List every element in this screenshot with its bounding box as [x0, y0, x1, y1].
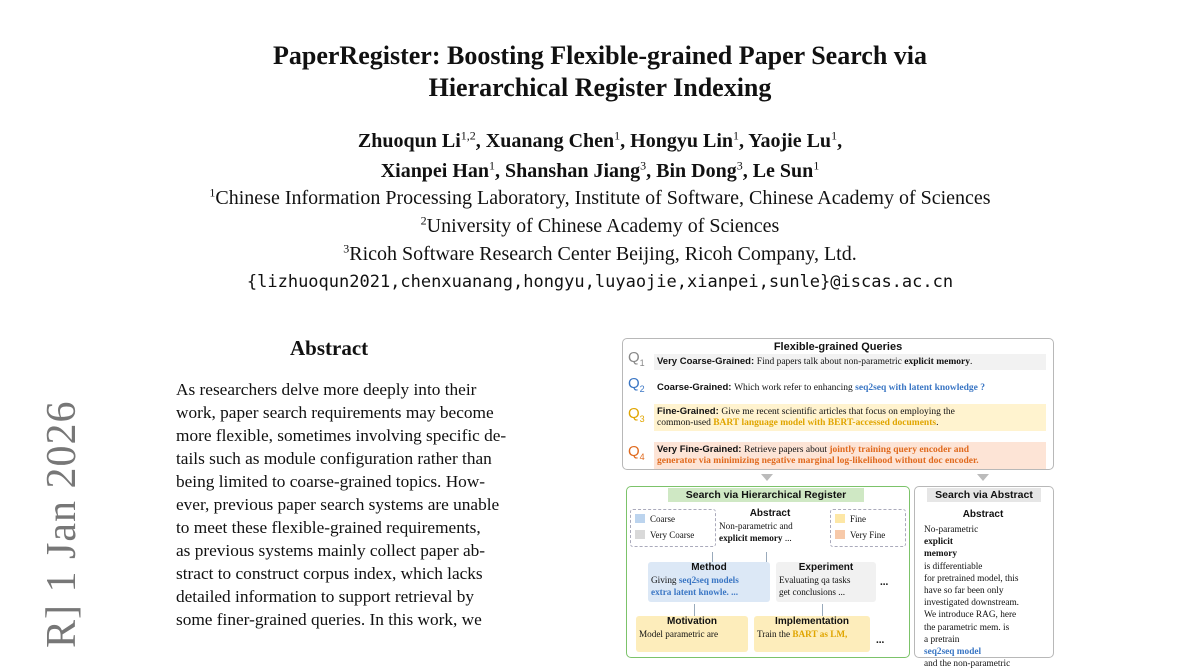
query-line — [657, 418, 1043, 429]
abstract-heading: Abstract — [290, 336, 369, 360]
author-name: Xuanang Chen — [485, 130, 615, 152]
arxiv-stamp: R] 1 Jan 2026 — [39, 400, 85, 648]
legend-swatch — [635, 530, 645, 539]
node-method — [648, 562, 770, 602]
node-title: Abstract — [749, 508, 791, 519]
query-line — [657, 406, 1043, 418]
title-line-2: Hierarchical Register Indexing — [428, 73, 772, 102]
author-separator: , — [739, 130, 749, 152]
abstract-line: work, paper search requirements may become — [176, 403, 494, 422]
paper-title — [0, 40, 1200, 104]
author-emails: {lizhuoqun2021,chenxuanang,hongyu,luyaojie,xianpei,sunle}@iscas.ac.cn — [246, 272, 954, 292]
affiliation-text: Ricoh Software Research Center Beijing, Ricoh Company, Ltd. — [349, 243, 857, 265]
author-affil-mark: 3 — [640, 158, 647, 173]
author-line-2 — [0, 156, 1200, 186]
legend-item — [835, 514, 866, 524]
text-segment: . — [936, 418, 939, 428]
text-segment: Give me recent scientific articles that focus on employing the — [721, 407, 955, 417]
node-text: Train the BART as LM, — [757, 629, 848, 639]
node-text: Model parametric are — [639, 629, 719, 639]
author-affil-mark: 1,2 — [460, 128, 476, 143]
text-segment: We introduce RAG, here — [924, 610, 1017, 621]
author-affil-mark: 1 — [614, 128, 621, 143]
abstract-search-line — [924, 609, 1046, 621]
text-segment: investigated downstream. — [924, 598, 1020, 609]
text-segment: a pretrain — [924, 634, 960, 645]
text-segment: is differentiable — [924, 561, 983, 572]
text-segment: Retrieve papers about — [744, 445, 830, 455]
query-line — [657, 382, 1043, 394]
abstract-line: ever, previous paper search systems are unable — [176, 495, 500, 514]
abstract-line: more flexible, sometimes involving specific de- — [176, 426, 507, 445]
abstract-search-line — [924, 658, 1046, 670]
legend-label: Very Fine — [850, 530, 886, 540]
abstract-search-line — [924, 585, 1046, 597]
tree-edge — [822, 604, 823, 616]
author-name: Le Sun — [752, 160, 814, 182]
abstract-body — [176, 378, 548, 631]
query-id-sub: 4 — [639, 452, 645, 462]
author-separator: , — [495, 160, 506, 182]
node-title: Motivation — [667, 616, 717, 627]
abstract-search-line — [924, 548, 1046, 572]
down-arrow-icon — [977, 474, 989, 481]
query-id-sub: 1 — [639, 358, 645, 368]
author-separator: , — [742, 160, 753, 182]
node-title: Method — [691, 562, 727, 573]
query-grain-label: Fine-Grained: — [657, 406, 722, 417]
author-affil-mark: 1 — [831, 128, 838, 143]
highlight-text: explicit memory — [904, 357, 970, 367]
query-id: $Q_1$ — [628, 349, 645, 368]
author-name: Bin Dong — [656, 160, 737, 182]
query-text — [654, 354, 1046, 370]
abstract-search-title: Search via Abstract — [927, 488, 1041, 502]
abstract-search-line — [924, 524, 1046, 548]
node-text — [716, 532, 824, 544]
node-title: Experiment — [798, 562, 854, 573]
query-id: $Q_4$ — [628, 443, 645, 462]
text-segment: No-parametric — [924, 525, 979, 535]
query-line — [657, 356, 1043, 368]
query-text — [654, 404, 1046, 431]
node-text: extra latent knowle. ... — [651, 587, 739, 597]
author-separator: , — [620, 130, 631, 152]
abstract-line: tails such as module configuration rather than — [176, 449, 492, 468]
ellipsis-more: ... — [880, 576, 889, 588]
author-name: Hongyu Lin — [630, 130, 733, 152]
query-line — [657, 456, 1043, 467]
affiliation-mark: 1 — [209, 185, 216, 200]
queries-panel-title: Flexible-grained Queries — [773, 341, 903, 353]
legend-label: Fine — [850, 514, 867, 524]
abstract-line: some finer-grained queries. In this work, we — [176, 610, 482, 629]
ellipsis-more: ... — [876, 634, 885, 646]
node-abstract — [716, 508, 824, 550]
text-segment: the parametric mem. is — [924, 622, 1010, 633]
legend-item — [835, 530, 885, 540]
affiliation-text: University of Chinese Academy of Sciences — [426, 215, 780, 237]
author-separator: , — [646, 160, 657, 182]
legend-coarse — [630, 509, 716, 547]
author-separator: , — [837, 130, 843, 152]
abstract-line: detailed information to support retrieval by — [176, 587, 475, 606]
legend-swatch — [835, 514, 845, 523]
query-grain-label: Very Coarse-Grained: — [657, 356, 757, 367]
text-segment: common-used — [657, 418, 714, 428]
node-text: Evaluating qa tasks — [779, 575, 851, 585]
author-affil-mark: 1 — [733, 128, 739, 143]
author-affil-mark: 3 — [736, 158, 743, 173]
abstract-line: stract to construct corpus index, which lacks — [176, 564, 483, 583]
query-grain-label: Very Fine-Grained: — [657, 444, 745, 455]
text-segment: Find papers talk about non-parametric — [756, 357, 905, 367]
abstract-search-line — [924, 573, 1046, 585]
author-affil-mark: 1 — [813, 158, 820, 173]
highlight-text: generator via minimizing negative marginal log-likelihood without doc encoder. — [657, 456, 979, 466]
abstract-search-line — [924, 597, 1046, 609]
node-highlight: explicit memory — [719, 533, 783, 543]
query-grain-label: Coarse-Grained: — [657, 382, 735, 393]
author-affil-mark: 1 — [489, 158, 496, 173]
highlight-text: jointly training query encoder and — [829, 445, 970, 455]
legend-label: Coarse — [650, 514, 675, 524]
down-arrow-icon — [761, 474, 773, 481]
legend-item — [635, 530, 694, 540]
legend-label: Very Coarse — [650, 530, 695, 540]
highlight-text: seq2seq model — [924, 647, 982, 658]
legend-swatch — [635, 514, 645, 523]
register-search-title: Search via Hierarchical Register — [668, 488, 864, 502]
node-highlight: BART as LM, — [792, 629, 848, 639]
abstract-search-text — [924, 524, 1046, 670]
affiliation-list — [0, 184, 1200, 268]
node-motivation — [636, 616, 748, 652]
query-line — [657, 444, 1043, 456]
highlight-text: explicit — [924, 537, 953, 548]
author-list — [0, 126, 1200, 186]
node-text: Non-parametric and — [719, 521, 793, 531]
abstract-line: As researchers delve more deeply into their — [176, 380, 477, 399]
affiliation — [0, 184, 1200, 212]
node-highlight: seq2seq models — [678, 575, 739, 585]
highlight-text: BART language model with BERT-accessed documents — [713, 418, 937, 428]
author-name: Shanshan Jiang — [505, 160, 641, 182]
abstract-search-subtitle: Abstract — [962, 509, 1004, 520]
node-experiment — [776, 562, 876, 602]
author-name: Xianpei Han — [380, 160, 490, 182]
query-id: $Q_3$ — [628, 405, 645, 424]
author-line-1 — [0, 126, 1200, 156]
author-name: Yaojie Lu — [748, 130, 832, 152]
legend-fine — [830, 509, 906, 547]
overview-figure — [622, 336, 1056, 670]
query-id-sub: 3 — [639, 414, 645, 424]
tree-edge — [766, 552, 767, 562]
affiliation-mark: 3 — [343, 241, 350, 256]
title-line-1: PaperRegister: Boosting Flexible-grained Paper Search via — [273, 41, 927, 70]
abstract-search-line — [924, 622, 1046, 634]
node-title: Implementation — [775, 616, 849, 627]
node-text-tail: ... — [782, 533, 792, 543]
node-text: get conclusions ... — [779, 587, 846, 597]
query-id: $Q_2$ — [628, 375, 645, 394]
legend-item — [635, 514, 675, 524]
highlight-text: seq2seq with latent knowledge ? — [855, 383, 985, 393]
author-separator: , — [475, 130, 486, 152]
affiliation — [0, 212, 1200, 240]
abstract-line: being limited to coarse-grained topics. How- — [176, 472, 486, 491]
query-text — [654, 442, 1046, 469]
author-name: Zhuoqun Li — [357, 130, 461, 152]
highlight-text: memory — [924, 549, 958, 560]
tree-edge — [694, 604, 695, 616]
query-text — [654, 380, 1046, 396]
text-segment: for pretrained model, this — [924, 573, 1019, 584]
node-implementation — [754, 616, 870, 652]
legend-swatch — [835, 530, 845, 539]
abstract-search-line — [924, 634, 1046, 658]
affiliation — [0, 240, 1200, 268]
text-segment: and the non-parametric — [924, 659, 1011, 670]
affiliation-text: Chinese Information Processing Laboratory, Institute of Software, Chinese Academy of Sciences — [215, 187, 991, 209]
abstract-line: to meet these flexible-grained requirements, — [176, 518, 481, 537]
abstract-line: as previous systems mainly collect paper ab- — [176, 541, 486, 560]
text-segment: have so far been only — [924, 586, 1004, 597]
query-id-sub: 2 — [639, 384, 645, 394]
text-segment: Which work refer to enhancing — [734, 383, 856, 393]
node-text: Giving seq2seq models — [651, 575, 739, 585]
text-segment: . — [969, 357, 973, 367]
affiliation-mark: 2 — [420, 213, 427, 228]
